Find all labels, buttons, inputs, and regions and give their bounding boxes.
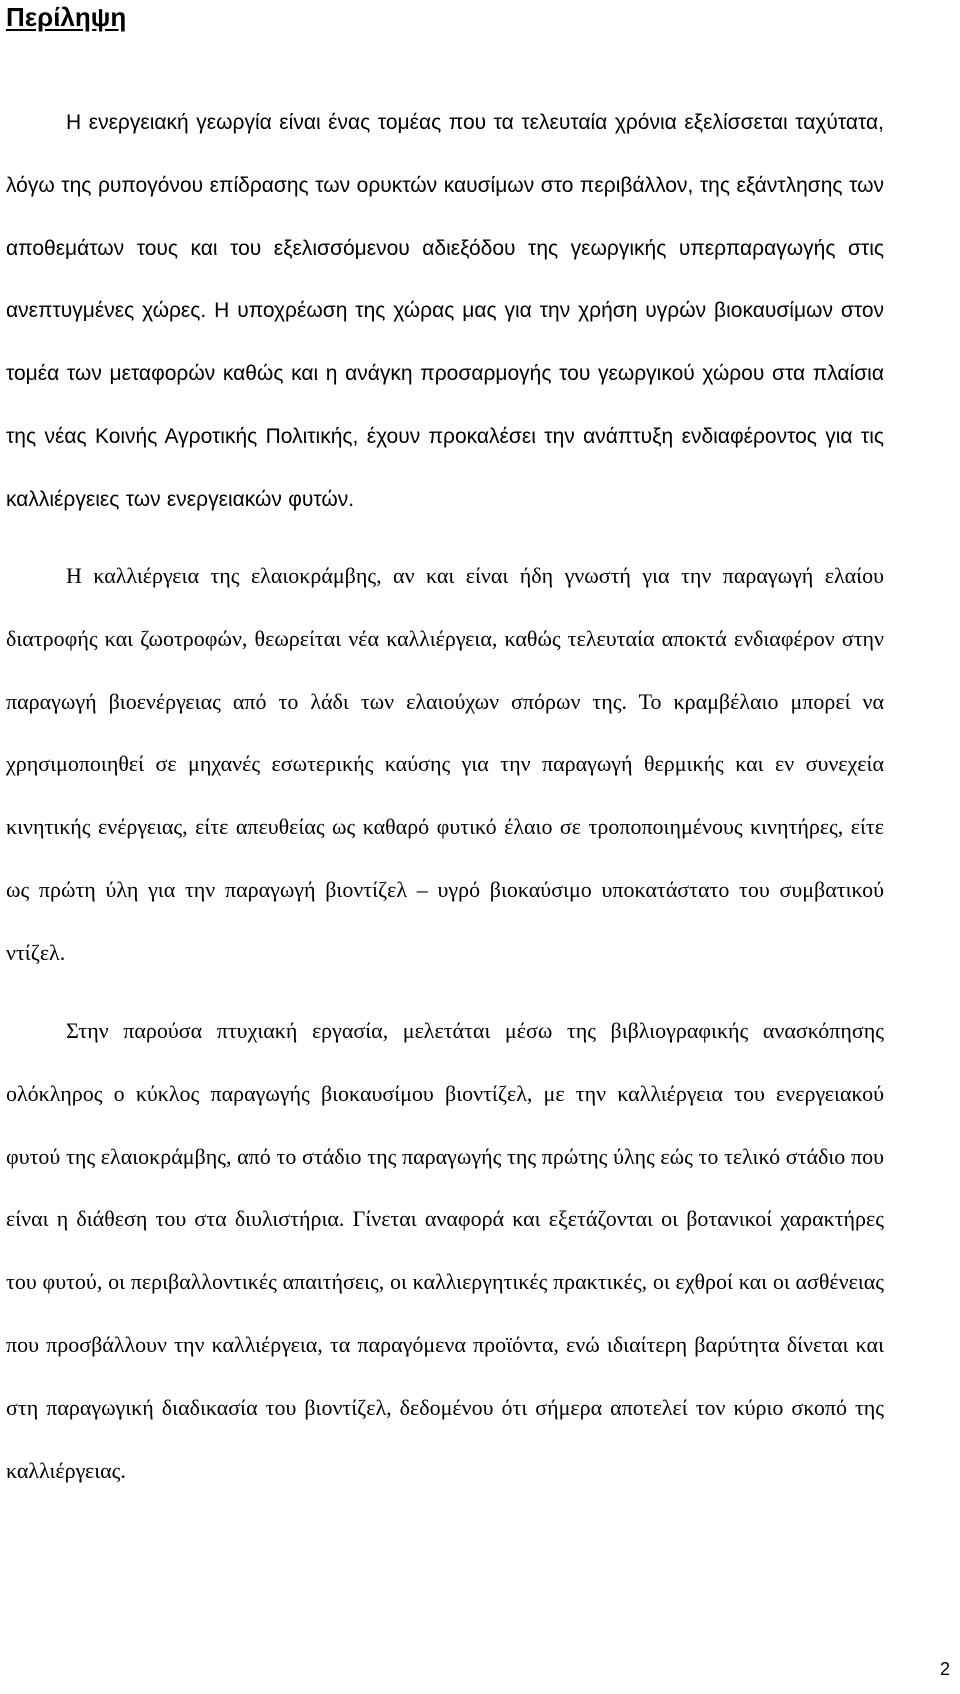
paragraph-rapeseed: Η καλλιέργεια της ελαιοκράμβης, αν και είναι ήδη γνωστή για την παραγωγή ελαίου διατροφής και ζωοτροφών, θεωρείται νέα καλλιέργεια, καθώς τελευταία αποκτά ενδιαφέρον στην παραγωγή βιοενέργειας από το λάδι των ελαιούχων σπόρων της. Το κραμβέλαιο μπορεί να χρησιμοποιηθεί σε μηχανές εσωτερικής καύσης για την παραγωγή θερμικής και εν συνεχεία κινητικής ενέργειας, είτε απευθείας ως καθαρό φυτικό έλαιο σε τροποποιημένους κινητήρες, είτε ως πρώτη ύλη για την παραγωγή βιοντίζελ – υγρό βιοκαύσιμο υποκατάστατο του συμβατικού ντίζελ. xyxy=(6,563,884,965)
paragraph-intro: Η ενεργειακή γεωργία είναι ένας τομέας που τα τελευταία χρόνια εξελίσσεται ταχύτατα, λόγω της ρυπογόνου επίδρασης των ορυκτών καυσίμων στο περιβάλλον, της εξάντλησης των αποθεμάτων τους και του εξελισσόμενου αδιεξόδου της γεωργικής υπερπαραγωγής στις ανεπτυγμένες χώρες. Η υποχρέωση της χώρας μας για την χρήση υγρών βιοκαυσίμων στον τομέα των μεταφορών καθώς και η ανάγκη προσαρμογής του γεωργικού χώρου στα πλαίσια της νέας Κοινής Αγροτικής Πολιτικής, έχουν προκαλέσει την ανάπτυξη ενδιαφέροντος για τις καλλιέργειες των ενεργειακών φυτών. xyxy=(6,111,884,511)
paragraph-thesis-scope: Στην παρούσα πτυχιακή εργασία, μελετάται μέσω της βιβλιογραφικής ανασκόπησης ολόκληρος ο κύκλος παραγωγής βιοκαυσίμου βιοντίζελ, με την καλλιέργεια του ενεργειακού φυτού της ελαιοκράμβης, από το στάδιο της παραγωγής της πρώτης ύλης εώς το τελικό στάδιο που είναι η διάθεση του στα διυλιστήρια. Γίνεται αναφορά και εξετάζονται οι βοτανικοί χαρακτήρες του φυτού, οι περιβαλλοντικές απαιτήσεις, οι καλλιεργητικές πρακτικές, οι εχθροί και οι ασθένειας που προσβάλλουν την καλλιέργεια, τα παραγόμενα προϊόντα, ενώ ιδιαίτερη βαρύτητα δίνεται και στη παραγωγική διαδικασία του βιοντίζελ, δεδομένου ότι σήμερα αποτελεί τον κύριο σκοπό της καλλιέργειας. xyxy=(6,1018,884,1483)
page-number: 2 xyxy=(939,1659,950,1679)
page-title: Περίληψη xyxy=(6,2,127,32)
